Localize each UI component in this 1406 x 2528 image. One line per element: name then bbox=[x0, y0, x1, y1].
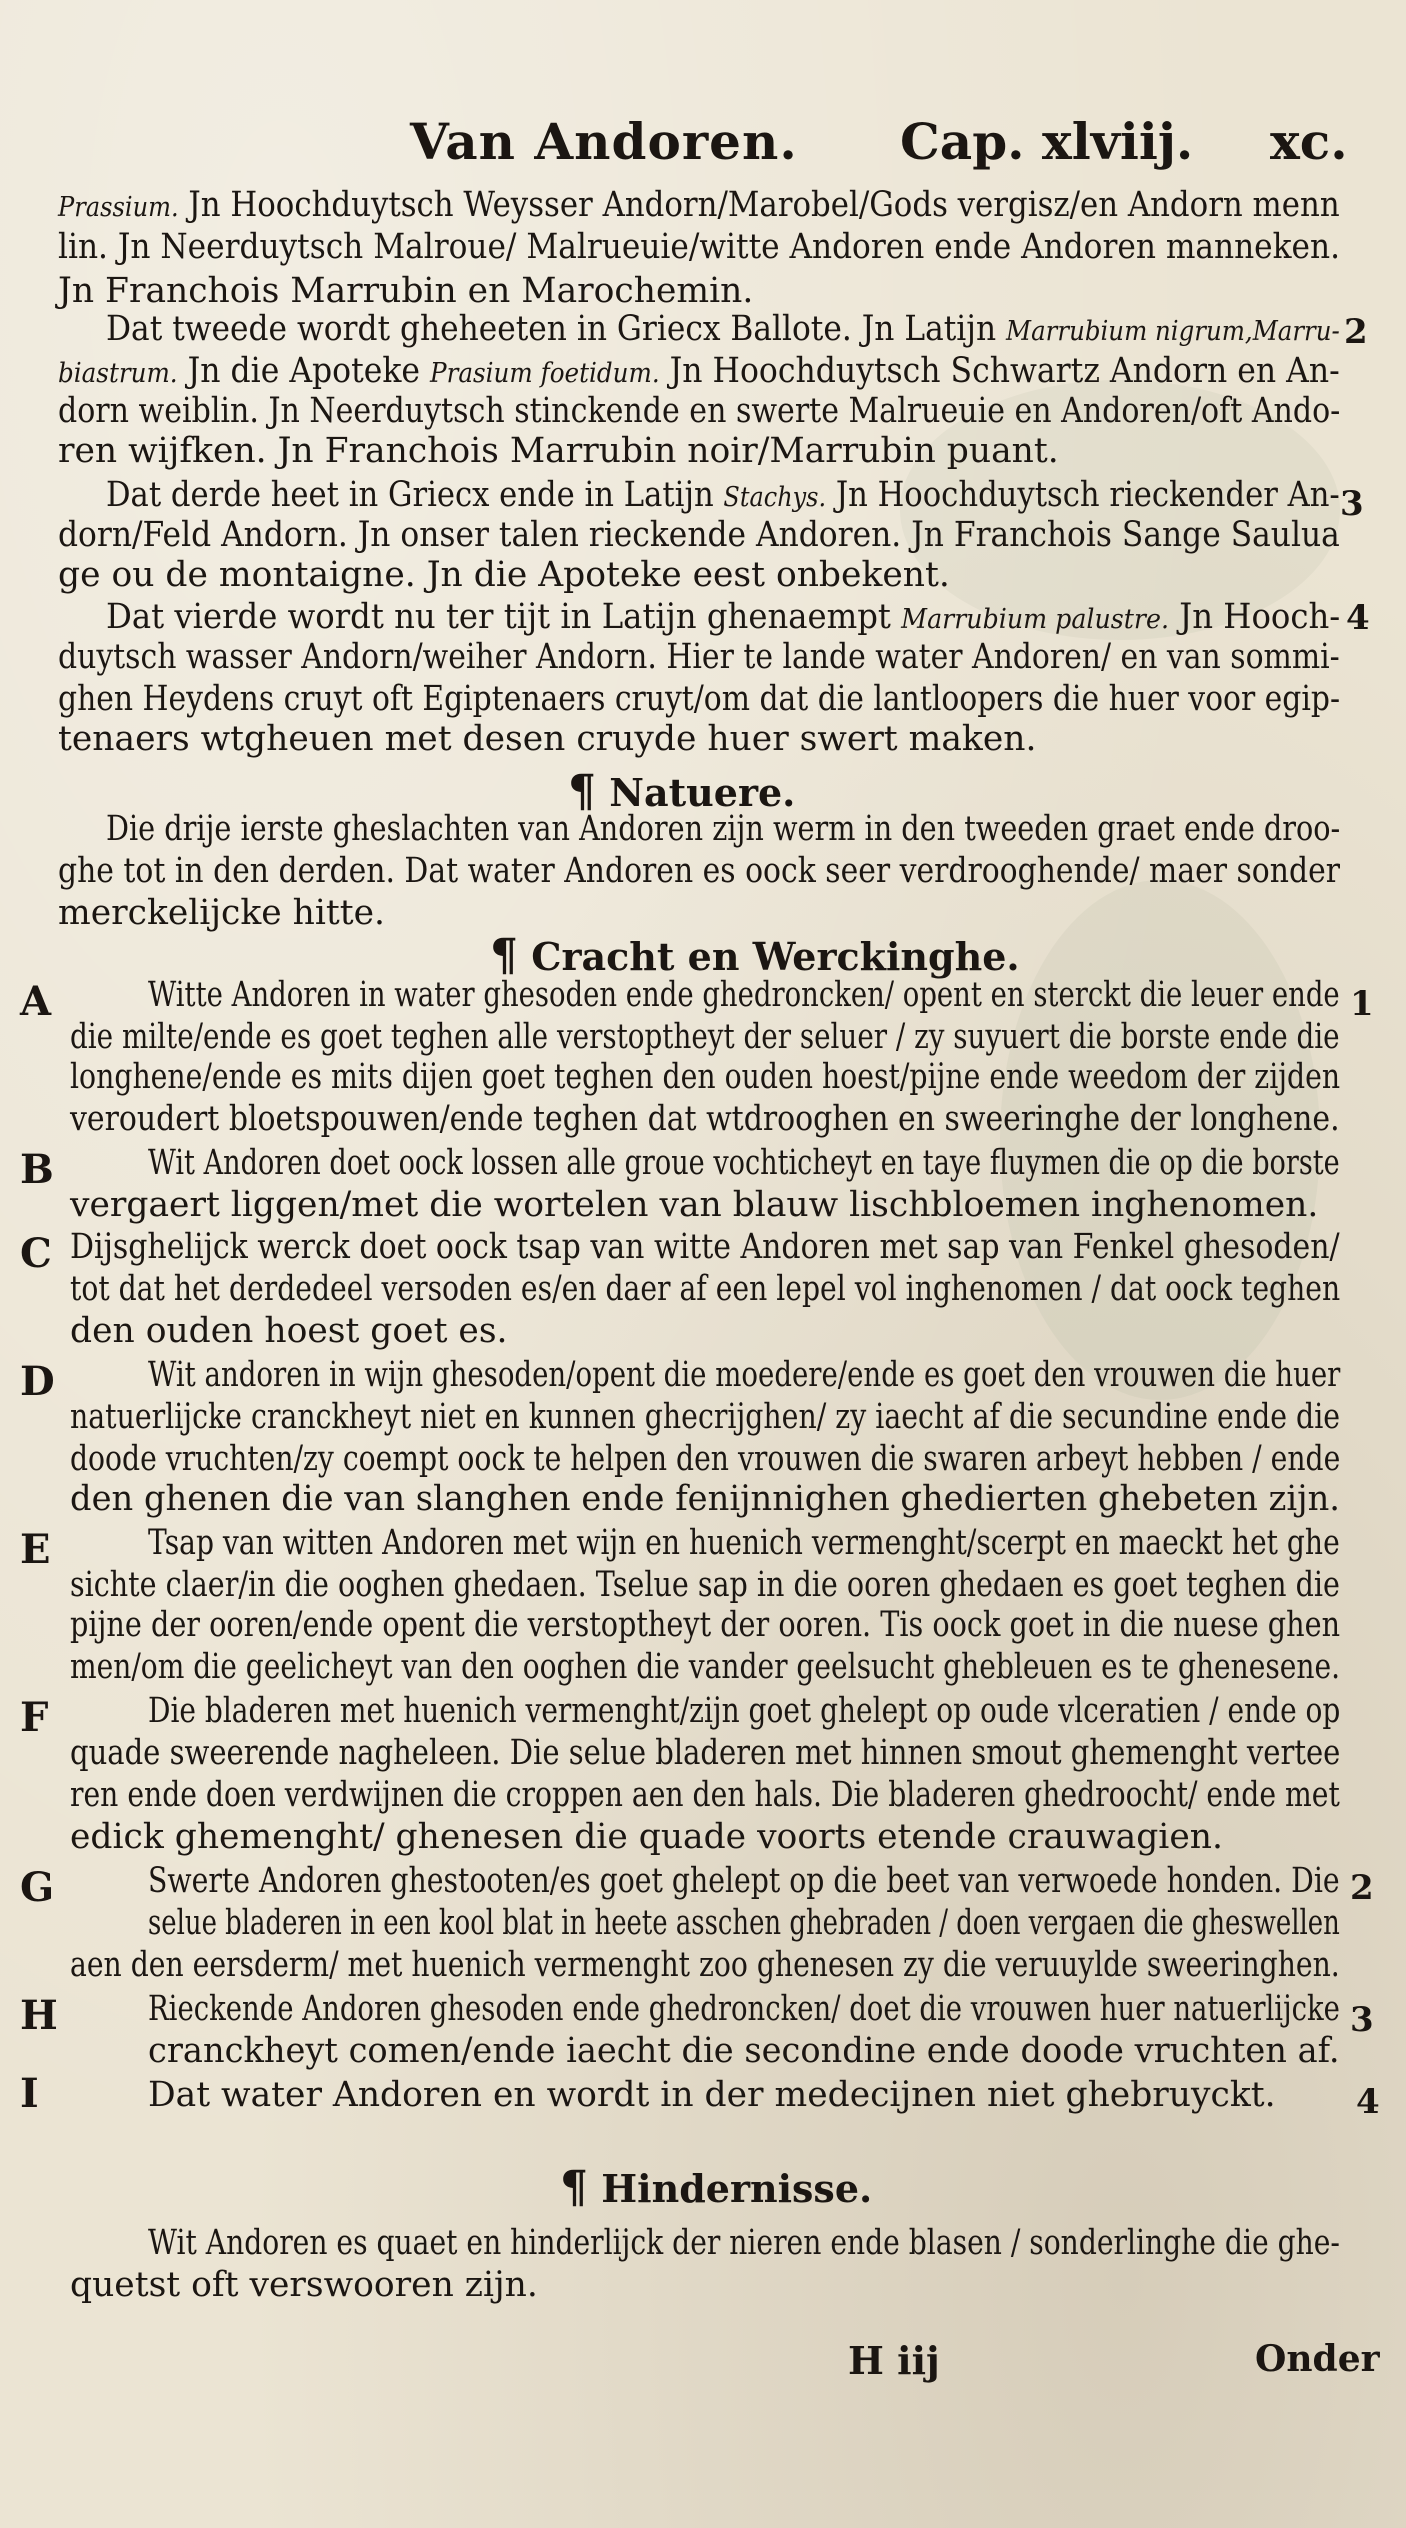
text-run: Jn Hoochduytsch rieckender An- bbox=[826, 475, 1340, 515]
heading-natuere-text: Natuere. bbox=[609, 770, 796, 815]
text-line bbox=[58, 391, 1341, 431]
text-line bbox=[70, 1817, 1223, 1857]
text-line bbox=[70, 1647, 1341, 1687]
text-line bbox=[148, 1989, 1340, 2029]
margin-number: 3 bbox=[1340, 484, 1364, 524]
text-run: Wit Andoren es quaet en hinderlijck der nieren ende blasen / sonderlinghe die ghe- bbox=[148, 2223, 1340, 2263]
text-line bbox=[70, 1269, 1341, 1309]
text-run: Stachys. bbox=[723, 482, 827, 513]
text-line bbox=[70, 1185, 1319, 1225]
text-line bbox=[70, 1099, 1340, 1139]
text-run: dorn/Feld Andorn. Jn onser talen rieckende Andoren. Jn Franchois Sange Saulua bbox=[58, 515, 1340, 555]
heading-cracht-text: Cracht en Werckinghe. bbox=[531, 934, 1020, 979]
text-line bbox=[70, 2265, 538, 2305]
text-line bbox=[58, 185, 1340, 225]
text-line bbox=[148, 1903, 1340, 1943]
text-line bbox=[148, 1355, 1341, 1395]
paragraph-letter: I bbox=[20, 2070, 39, 2117]
text-run: Prassium. bbox=[58, 192, 179, 223]
text-run: aen den eersderm/ met huenich vermenght zoo ghenesen zy die veruuylde sweeringhen. bbox=[70, 1945, 1340, 1985]
text-line bbox=[148, 2075, 1276, 2115]
paragraph-letter: C bbox=[20, 1230, 52, 1277]
text-run: Dat vierde wordt nu ter tijt in Latijn ghenaempt bbox=[106, 597, 902, 637]
heading-hindernisse-text: Hindernisse. bbox=[601, 2166, 873, 2211]
text-run: Dijsghelijck werck doet oock tsap van witte Andoren met sap van Fenkel ghesoden/ bbox=[70, 1227, 1340, 1267]
text-run: Wit andoren in wijn ghesoden/opent die moedere/ende es goet den vrouwen die huer bbox=[148, 1355, 1341, 1395]
text-line bbox=[58, 637, 1340, 677]
text-run: die milte/ende es goet teghen alle verstoptheyt der seluer / zy suyuert die borste ende die bbox=[70, 1017, 1340, 1057]
text-line bbox=[70, 1439, 1341, 1479]
text-run: lin. Jn Neerduytsch Malroue/ Malrueuie/witte Andoren ende Andoren manneken. bbox=[58, 227, 1341, 267]
text-run: Marrubium nigrum,Marru- bbox=[1006, 316, 1340, 347]
text-line bbox=[148, 2031, 1340, 2071]
paragraph-letter: E bbox=[20, 1526, 51, 1573]
text-line bbox=[106, 597, 1341, 637]
text-line bbox=[58, 851, 1340, 891]
paragraph-letter: H bbox=[20, 1992, 58, 2039]
text-line bbox=[58, 271, 754, 311]
running-header bbox=[0, 112, 1406, 182]
margin-number: 2 bbox=[1350, 1868, 1374, 1908]
text-line bbox=[70, 1227, 1340, 1267]
text-line bbox=[148, 1861, 1340, 1901]
text-run: Tsap van witten Andoren met wijn en huenich vermenght/scerpt en maeckt het ghe bbox=[148, 1523, 1340, 1563]
text-line bbox=[70, 1775, 1340, 1815]
text-run: edick ghemenght/ ghenesen die quade voorts etende crauwagien. bbox=[70, 1817, 1223, 1857]
text-line bbox=[58, 893, 386, 933]
text-line bbox=[70, 1565, 1340, 1605]
text-run: ghen Heydens cruyt oft Egiptenaers cruyt/om dat die lantloopers die huer voor egip- bbox=[58, 679, 1341, 719]
margin-number: 1 bbox=[1350, 984, 1374, 1024]
text-line bbox=[148, 1143, 1340, 1183]
text-run: den ouden hoest goet es. bbox=[70, 1311, 508, 1351]
text-line bbox=[58, 431, 1059, 471]
text-line bbox=[148, 975, 1340, 1015]
margin-number: 4 bbox=[1346, 598, 1370, 638]
text-run: longhene/ende es mits dijen goet teghen den ouden hoest/pijne ende weedom der zijden bbox=[70, 1057, 1341, 1097]
text-line bbox=[70, 1311, 508, 1351]
text-run: Jn Franchois Marrubin en Marochemin. bbox=[58, 271, 754, 311]
header-chapter: Cap. xlviij. bbox=[900, 112, 1194, 171]
signature-mark: H iij bbox=[848, 2338, 940, 2383]
text-line bbox=[70, 1479, 1341, 1519]
text-run: Jn Hooch- bbox=[1168, 597, 1341, 637]
text-run: vergaert liggen/met die wortelen van blauw lischbloemen inghenomen. bbox=[70, 1185, 1319, 1225]
text-line bbox=[148, 1691, 1341, 1731]
text-line bbox=[70, 1057, 1341, 1097]
text-run: Wit Andoren doet oock lossen alle groue vochticheyt en taye fluymen die op die borste bbox=[148, 1143, 1340, 1183]
text-run: natuerlijcke cranckheyt niet en kunnen ghecrijghen/ zy iaecht af die secundine ende die bbox=[70, 1397, 1341, 1437]
text-run: men/om die geelicheyt van den ooghen die vander geelsucht ghebleuen es te ghenesene. bbox=[70, 1647, 1341, 1687]
text-run: Die bladeren met huenich vermenght/zijn goet ghelept op oude vlceratien / ende op bbox=[148, 1691, 1341, 1731]
pilcrow-mark: ¶ bbox=[560, 2162, 588, 2213]
text-run: Jn Hoochduytsch Schwartz Andorn en An- bbox=[659, 351, 1340, 391]
text-run: ren ende doen verdwijnen die croppen aen den hals. Die bladeren ghedroocht/ ende met bbox=[70, 1775, 1340, 1815]
paragraph-letter: G bbox=[20, 1864, 55, 1911]
pilcrow-mark: ¶ bbox=[568, 766, 596, 817]
text-line bbox=[106, 809, 1341, 849]
text-run: quetst oft verswooren zijn. bbox=[70, 2265, 538, 2305]
text-run: ghe tot in den derden. Dat water Andoren es oock seer verdrooghende/ maer sonder bbox=[58, 851, 1340, 891]
margin-number: 3 bbox=[1350, 2000, 1374, 2040]
text-line bbox=[70, 1605, 1341, 1645]
text-run: cranckheyt comen/ende iaecht die secondine ende doode vruchten af. bbox=[148, 2031, 1340, 2071]
text-run: selue bladeren in een kool blat in heete asschen ghebraden / doen vergaen die gheswellen bbox=[148, 1903, 1340, 1943]
text-line bbox=[148, 2223, 1340, 2263]
text-line bbox=[106, 475, 1340, 515]
text-run: tenaers wtgheuen met desen cruyde huer swert maken. bbox=[58, 719, 1037, 759]
text-run: Prasium foetidum. bbox=[430, 358, 660, 389]
text-line bbox=[58, 679, 1341, 719]
text-line bbox=[58, 227, 1341, 267]
text-line bbox=[70, 1397, 1341, 1437]
text-line bbox=[70, 1017, 1340, 1057]
text-run: den ghenen die van slanghen ende fenijnnighen ghedierten ghebeten zijn. bbox=[70, 1479, 1341, 1519]
text-line bbox=[106, 309, 1340, 349]
catchword: Onder bbox=[1255, 2338, 1380, 2380]
paragraph-letter: B bbox=[20, 1146, 54, 1193]
pilcrow-mark: ¶ bbox=[490, 930, 518, 981]
text-run: tot dat het derdedeel versoden es/en daer af een lepel vol inghenomen / dat oock teghen bbox=[70, 1269, 1341, 1309]
margin-number: 2 bbox=[1344, 312, 1368, 352]
text-run: Dat tweede wordt gheheeten in Griecx Ballote. Jn Latijn bbox=[106, 309, 1007, 349]
header-folio: xc. bbox=[1270, 112, 1348, 171]
text-run: Die drije ierste gheslachten van Andoren zijn werm in den tweeden graet ende droo- bbox=[106, 809, 1341, 849]
paragraph-letter: F bbox=[20, 1694, 49, 1741]
text-run: Dat derde heet in Griecx ende in Latijn bbox=[106, 475, 724, 515]
text-line bbox=[58, 555, 950, 595]
text-run: biastrum. bbox=[58, 358, 178, 389]
paragraph-letter: D bbox=[20, 1358, 55, 1405]
text-run: Jn Hoochduytsch Weysser Andorn/Marobel/Gods vergisz/en Andorn menn bbox=[178, 185, 1340, 225]
text-run: ren wijfken. Jn Franchois Marrubin noir/Marrubin puant. bbox=[58, 431, 1059, 471]
text-run: merckelijcke hitte. bbox=[58, 893, 386, 933]
header-title: Van Andoren. bbox=[410, 112, 798, 171]
text-line bbox=[148, 1523, 1340, 1563]
text-run: dorn weiblin. Jn Neerduytsch stinckende en swerte Malrueuie en Andoren/oft Ando- bbox=[58, 391, 1341, 431]
margin-number: 4 bbox=[1356, 2082, 1380, 2122]
text-run: doode vruchten/zy coempt oock te helpen den vrouwen die swaren arbeyt hebben / ende bbox=[70, 1439, 1341, 1479]
text-line bbox=[70, 1733, 1341, 1773]
text-run: ge ou de montaigne. Jn die Apoteke eest onbekent. bbox=[58, 555, 950, 595]
text-line bbox=[70, 1945, 1340, 1985]
text-run: quade sweerende nagheleen. Die selue bladeren met hinnen smout ghemenght vertee bbox=[70, 1733, 1341, 1773]
text-line bbox=[58, 515, 1340, 555]
text-run: veroudert bloetspouwen/ende teghen dat wtdrooghen en sweeringhe der longhene. bbox=[70, 1099, 1340, 1139]
text-run: Witte Andoren in water ghesoden ende ghedroncken/ opent en sterckt die leuer ende bbox=[148, 975, 1340, 1015]
text-run: duytsch wasser Andorn/weiher Andorn. Hier te lande water Andoren/ en van sommi- bbox=[58, 637, 1340, 677]
text-run: Jn die Apoteke bbox=[177, 351, 431, 391]
text-run: Rieckende Andoren ghesoden ende ghedroncken/ doet die vrouwen huer natuerlijcke bbox=[148, 1989, 1340, 2029]
text-run: Dat water Andoren en wordt in der medecijnen niet ghebruyckt. bbox=[148, 2075, 1276, 2115]
heading-hindernisse bbox=[560, 2162, 872, 2213]
text-run: pijne der ooren/ende opent die verstoptheyt der ooren. Tis oock goet in die nuese ghen bbox=[70, 1605, 1341, 1645]
text-run: Swerte Andoren ghestooten/es goet ghelept op die beet van verwoede honden. Die bbox=[148, 1861, 1340, 1901]
bleed-through-stain bbox=[1000, 880, 1320, 1400]
text-run: Marrubium palustre. bbox=[901, 604, 1169, 635]
text-line bbox=[58, 351, 1340, 391]
text-run: sichte claer/in die ooghen ghedaen. Tselue sap in die ooren ghedaen es goet teghen die bbox=[70, 1565, 1340, 1605]
paragraph-letter: A bbox=[20, 978, 52, 1025]
text-line bbox=[58, 719, 1037, 759]
heading-cracht bbox=[490, 930, 1020, 981]
